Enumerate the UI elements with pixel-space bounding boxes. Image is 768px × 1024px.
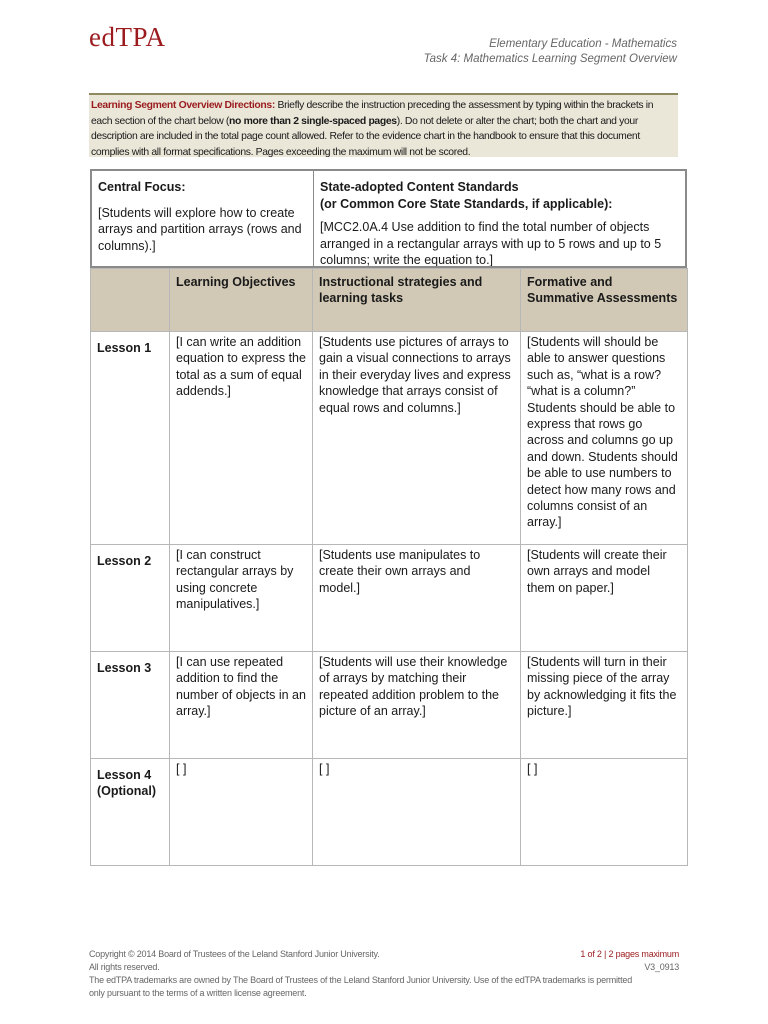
footer-rights: All rights reserved. bbox=[89, 962, 160, 972]
focus-standards-box bbox=[90, 169, 687, 268]
edtpa-logo: edTPA bbox=[89, 22, 166, 52]
assessments-cell[interactable]: [ ] bbox=[521, 759, 688, 866]
standards-title-2: (or Common Core State Standards, if applicable): bbox=[320, 196, 613, 211]
table-row bbox=[91, 652, 688, 759]
directions-box bbox=[89, 93, 678, 157]
document-header bbox=[424, 37, 677, 67]
lesson-label: Lesson 4 (Optional) bbox=[91, 759, 170, 866]
directions-text-2: ). Do not delete or alter the chart; both the chart and your description are included in the total page count allowed. Refer to the evidence chart in the handbook to ensure that this document complies with all format specifications. Pages exceeding the maximum will not be scored. bbox=[91, 115, 640, 158]
objectives-cell[interactable]: [I can write an addition equation to express the total as a sum of equal addends.] bbox=[170, 332, 313, 545]
standards-title-1: State-adopted Content Standards bbox=[320, 180, 519, 194]
table-row bbox=[91, 759, 688, 866]
objectives-cell[interactable]: [I can use repeated addition to find the number of objects in an array.] bbox=[170, 652, 313, 759]
header-task: Task 4: Mathematics Learning Segment Overview bbox=[423, 53, 677, 65]
header-subject: Elementary Education - Mathematics bbox=[489, 38, 677, 50]
objectives-cell[interactable]: [ ] bbox=[170, 759, 313, 866]
table-header-row bbox=[91, 269, 688, 332]
footer-version: V3_0913 bbox=[644, 962, 679, 972]
directions-text-1: Briefly describe the instruction preceding the assessment by typing within the brackets in each section of the chart below ( bbox=[91, 100, 654, 127]
lesson-label: Lesson 3 bbox=[91, 652, 170, 759]
lesson-table bbox=[90, 268, 688, 866]
standards-cell[interactable] bbox=[314, 171, 685, 266]
central-focus-cell[interactable] bbox=[92, 171, 314, 266]
lesson-label: Lesson 1 bbox=[91, 332, 170, 545]
directions-lead: Learning Segment Overview Directions: bbox=[91, 100, 275, 111]
objectives-cell[interactable]: [I can construct rectangular arrays by using concrete manipulatives.] bbox=[170, 545, 313, 652]
strategies-cell[interactable]: [Students will use their knowledge of arrays by matching their repeated addition problem to the picture of an array.] bbox=[313, 652, 521, 759]
directions-bold: no more than 2 single-spaced pages bbox=[229, 115, 397, 127]
strategies-cell[interactable]: [Students use manipulates to create their own arrays and model.] bbox=[313, 545, 521, 652]
central-focus-title: Central Focus: bbox=[98, 180, 186, 194]
assessments-cell[interactable]: [Students will create their own arrays and model them on paper.] bbox=[521, 545, 688, 652]
footer-copyright: Copyright © 2014 Board of Trustees of the Leland Stanford Junior University. bbox=[89, 949, 380, 959]
header-strategies: Instructional strategies and learning tasks bbox=[313, 269, 521, 332]
assessments-cell[interactable]: [Students will turn in their missing piece of the array by acknowledging it fits the picture.] bbox=[521, 652, 688, 759]
table-row bbox=[91, 545, 688, 652]
header-objectives: Learning Objectives bbox=[170, 269, 313, 332]
assessments-cell[interactable]: [Students will should be able to answer questions such as, “what is a row? “what is a column?” Students should be able to express that rows go across and columns go up and down. Students should be able to use numbers to detect how many rows and columns consist of an array.] bbox=[521, 332, 688, 545]
strategies-cell[interactable]: [Students use pictures of arrays to gain a visual connections to arrays in their everyday lives and express knowledge that arrays consist of equal rows and columns.] bbox=[313, 332, 521, 545]
footer-trademark: The edTPA trademarks are owned by The Board of Trustees of the Leland Stanford Junior University. Use of the edTPA trademarks is permitted only pursuant to the terms of a written license agreement. bbox=[89, 975, 633, 998]
strategies-cell[interactable]: [ ] bbox=[313, 759, 521, 866]
footer-page-count: 1 of 2 | 2 pages maximum bbox=[580, 949, 679, 959]
header-assessments: Formative and Summative Assessments bbox=[521, 269, 688, 332]
table-row bbox=[91, 332, 688, 545]
standards-text: [MCC2.0A.4 Use addition to find the total number of objects arranged in a rectangular arrays with up to 5 rows and up to 5 columns; write the equation to.] bbox=[320, 220, 662, 266]
header-lesson bbox=[91, 269, 170, 332]
central-focus-text: [Students will explore how to create arrays and partition arrays (rows and columns).] bbox=[98, 205, 302, 253]
lesson-label: Lesson 2 bbox=[91, 545, 170, 652]
